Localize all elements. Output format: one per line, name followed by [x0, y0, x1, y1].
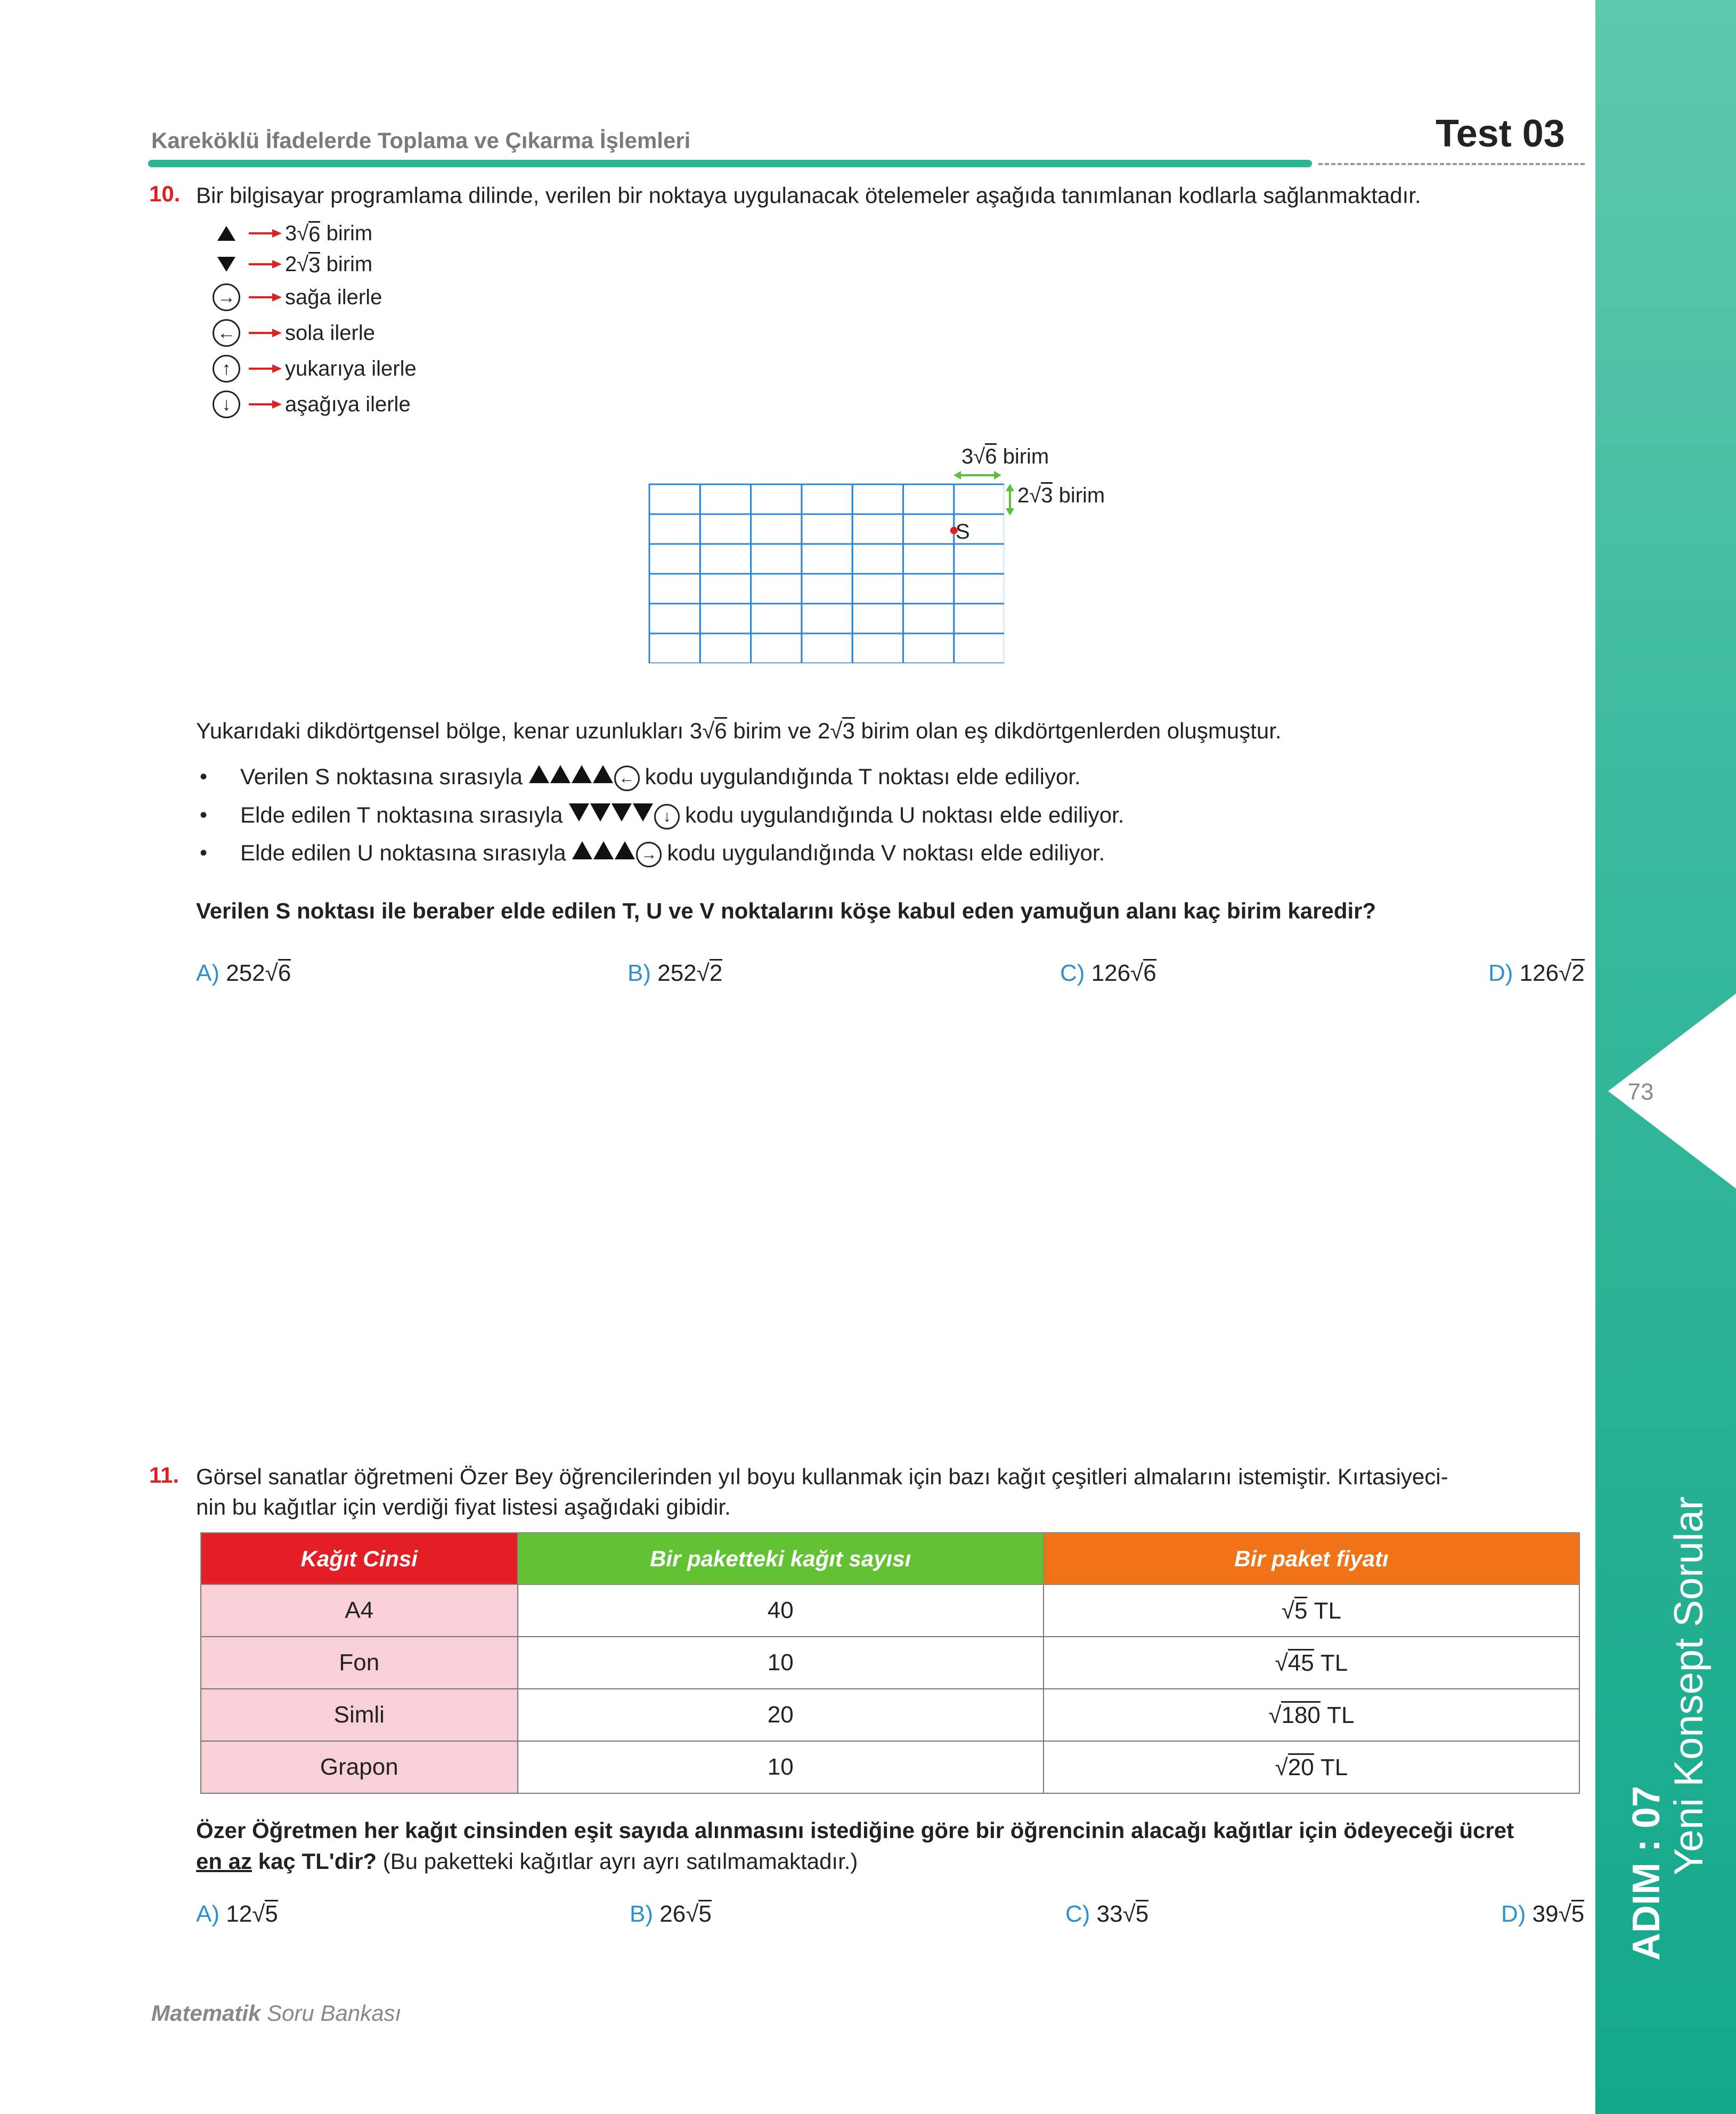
grid-cell: [852, 544, 903, 574]
cell-price: √45 TL: [1044, 1637, 1579, 1689]
question-10-prompt: Verilen S noktası ile beraber elde edilen T, U ve V noktalarını köşe kabul eden yamuğun alanı kaç birim karedir?: [196, 898, 1376, 923]
legend-text: aşağıya ilerle: [285, 392, 411, 416]
red-arrow-icon: [249, 292, 282, 303]
grid-cell: [700, 514, 751, 544]
red-arrow-icon: [249, 328, 282, 338]
question-10-intro: Bir bilgisayar programlama dilinde, verilen bir noktaya uygulanacak ötelemeler aşağıda tanımlanan kodlarla sağlanmaktadır.: [196, 183, 1421, 208]
header-dashed-rule: [1318, 163, 1585, 165]
table-row: [201, 1741, 1579, 1793]
grid-cell: [903, 514, 954, 544]
red-arrow-icon: [249, 399, 282, 410]
circle-arrow-down-icon: ↓: [213, 391, 240, 418]
triangle-up-icon: [593, 841, 614, 859]
legend-unit: birim: [326, 221, 373, 245]
triangle-up-icon: [550, 765, 570, 783]
grid-cell: [903, 633, 954, 663]
sidebar-step-label: ADIM : 07: [1625, 1785, 1668, 1961]
grid-cell: [700, 484, 751, 514]
triangle-down-icon: [633, 803, 653, 822]
triangle-down-icon: [612, 803, 632, 822]
grid-cell: [802, 574, 852, 604]
grid-cell: [700, 574, 751, 604]
triangle-up-icon: [615, 841, 635, 859]
code-sequence: [572, 839, 667, 867]
question-10-description: Yukarıdaki dikdörtgensel bölge, kenar uzunlukları 3√6 birim ve 2√3 birim olan eş dikdörtgenlerden oluşmuştur.: [196, 718, 1282, 743]
grid-cell: [751, 484, 802, 514]
code-sequence: [569, 801, 685, 830]
grid-cell: [751, 633, 802, 663]
grid-cell: [954, 544, 1004, 574]
triangle-up-icon: [529, 765, 549, 783]
question-11-prompt-line2: en az kaç TL'dir? (Bu paketteki kağıtlar ayrı ayrı satılmamaktadır.): [196, 1849, 858, 1874]
legend-row: 2 √ 3 birim: [210, 249, 372, 279]
bullet-item: • Elde edilen T noktasına sırasıyla ↓ kodu uygulandığında U noktası elde ediliyor.: [200, 799, 1124, 831]
legend-coef: 3: [285, 221, 297, 245]
test-word: Test: [1436, 112, 1512, 155]
page-number: 73: [1627, 1079, 1654, 1105]
triangle-up-icon: [217, 226, 235, 241]
circle-arrow-right-icon: →: [213, 283, 240, 311]
table-row: [201, 1689, 1579, 1741]
legend-coef: 2: [285, 252, 297, 276]
question-11-number: 11.: [149, 1462, 180, 1487]
legend-row: [210, 354, 417, 384]
option-d[interactable]: D) 39√5: [1501, 1901, 1585, 1927]
grid-cell: [802, 514, 852, 544]
footer-book-title: Matematik Soru Bankası: [151, 2001, 402, 2026]
grid-cell: [903, 544, 954, 574]
cell-kind: A4: [201, 1584, 518, 1637]
header-rule: [148, 160, 1312, 167]
cell-count: 40: [518, 1584, 1044, 1637]
cell-price: √180 TL: [1044, 1689, 1579, 1741]
triangle-up-icon: [572, 841, 592, 859]
cell-price: √20 TL: [1044, 1741, 1579, 1793]
table-row: [201, 1637, 1579, 1689]
height-dimension-arrow-icon: [1004, 484, 1016, 516]
question-10-number: 10.: [149, 181, 181, 206]
triangle-down-icon: [217, 257, 235, 272]
price-table: [200, 1532, 1580, 1794]
table-header-row: [201, 1533, 1579, 1584]
grid-cell: [954, 633, 1004, 663]
grid-cell: [649, 484, 700, 514]
test-number: 03: [1522, 112, 1565, 155]
header-kind: Kağıt Cinsi: [201, 1533, 518, 1584]
height-dimension-label: 2√3 birim: [1017, 482, 1105, 508]
grid-diagram: [647, 482, 1004, 663]
red-arrow-icon: [249, 228, 282, 239]
grid-cell: [802, 484, 852, 514]
grid-cell: [649, 574, 700, 604]
cell-count: 20: [518, 1689, 1044, 1741]
grid-cell: [649, 514, 700, 544]
table-row: [201, 1584, 1579, 1637]
point-s-label: S: [956, 520, 970, 543]
legend-text: sağa ilerle: [285, 285, 382, 309]
grid-cell: [700, 604, 751, 633]
grid-cell: [852, 604, 903, 633]
grid-cell: [751, 514, 802, 544]
grid-cell: [700, 544, 751, 574]
grid-cell: [852, 514, 903, 544]
grid-cell: [852, 633, 903, 663]
circle-arrow-right-icon: →: [636, 842, 662, 867]
legend-row: [210, 318, 375, 348]
option-c[interactable]: C) 126√6: [1060, 960, 1156, 986]
chapter-title: Kareköklü İfadelerde Toplama ve Çıkarma İşlemleri: [151, 128, 691, 153]
width-dimension-label: 3√6 birim: [961, 443, 1049, 469]
question-11-intro-line2: nin bu kağıtlar için verdiği fiyat listesi aşağıdaki gibidir.: [196, 1494, 731, 1519]
triangle-down-icon: [569, 803, 589, 822]
cell-kind: Grapon: [201, 1741, 518, 1793]
header-count: Bir paketteki kağıt sayısı: [518, 1533, 1044, 1584]
legend-radicand: 3: [308, 252, 320, 277]
cell-kind: Simli: [201, 1689, 518, 1741]
circle-arrow-left-icon: ←: [213, 319, 240, 347]
grid-cell: [649, 633, 700, 663]
legend-row: [210, 389, 411, 419]
legend-unit: birim: [326, 252, 373, 276]
cell-kind: Fon: [201, 1637, 518, 1689]
grid-cell: [649, 604, 700, 633]
cell-price: √5 TL: [1044, 1584, 1579, 1637]
grid-cell: [802, 633, 852, 663]
option-b[interactable]: B) 26√5: [630, 1901, 712, 1927]
option-c[interactable]: C) 33√5: [1065, 1901, 1149, 1927]
test-label: [1436, 112, 1565, 156]
cell-count: 10: [518, 1637, 1044, 1689]
emphasis-en-az: en az: [196, 1849, 252, 1874]
circle-arrow-up-icon: ↑: [213, 355, 240, 383]
grid-cell: [903, 604, 954, 633]
option-a[interactable]: A) 252√6: [196, 960, 291, 986]
grid-cell: [700, 633, 751, 663]
grid-cell: [954, 484, 1004, 514]
option-a[interactable]: A) 12√5: [196, 1901, 278, 1927]
grid-cell: [751, 574, 802, 604]
triangle-up-icon: [593, 765, 613, 783]
question-11-prompt-line1: Özer Öğretmen her kağıt cinsinden eşit sayıda alınmasını istediğine göre bir öğrencinin alacağı kağıtlar için ödeyeceği ücret: [196, 1818, 1514, 1843]
question-11-intro-line1: Görsel sanatlar öğretmeni Özer Bey öğrencilerinden yıl boyu kullanmak için bazı kağıt çeşitleri almalarını istemiştir. Kırtasiyeci-: [196, 1464, 1448, 1489]
triangle-down-icon: [590, 803, 610, 822]
cell-count: 10: [518, 1741, 1044, 1793]
circle-arrow-left-icon: ←: [614, 766, 640, 791]
grid-cell: [751, 604, 802, 633]
grid-cell: [954, 574, 1004, 604]
option-d[interactable]: D) 126√2: [1488, 960, 1585, 986]
triangle-up-icon: [572, 765, 592, 783]
grid-cell: [903, 484, 954, 514]
header-price: Bir paket fiyatı: [1044, 1533, 1579, 1584]
grid-cell: [649, 544, 700, 574]
grid-cell: [852, 574, 903, 604]
bullet-item: • Verilen S noktasına sırasıyla ← kodu uygulandığında T noktası elde ediliyor.: [200, 761, 1081, 793]
sidebar-concept-label: Yeni Konsept Sorular: [1666, 1496, 1711, 1875]
legend-row: 3 √ 6 birim: [210, 218, 372, 248]
legend-radicand: 6: [308, 221, 320, 246]
red-arrow-icon: [249, 363, 282, 374]
legend-row: [210, 282, 382, 312]
circle-arrow-down-icon: ↓: [654, 804, 680, 830]
grid-cell: [751, 544, 802, 574]
grid-cell: [852, 484, 903, 514]
legend-text: yukarıya ilerle: [285, 356, 417, 380]
grid-cell: [954, 604, 1004, 633]
grid-cell: [802, 544, 852, 574]
grid-cell: [903, 574, 954, 604]
red-arrow-icon: [249, 259, 282, 270]
code-sequence: [529, 763, 645, 791]
grid-rectangles: [647, 482, 1004, 663]
width-dimension-arrow-icon: [953, 469, 1001, 482]
grid-cell: [802, 604, 852, 633]
option-b[interactable]: B) 252√2: [627, 960, 723, 986]
legend-text: sola ilerle: [285, 321, 375, 345]
bullet-item: • Elde edilen U noktasına sırasıyla → kodu uygulandığında V noktası elde ediliyor.: [200, 837, 1105, 869]
